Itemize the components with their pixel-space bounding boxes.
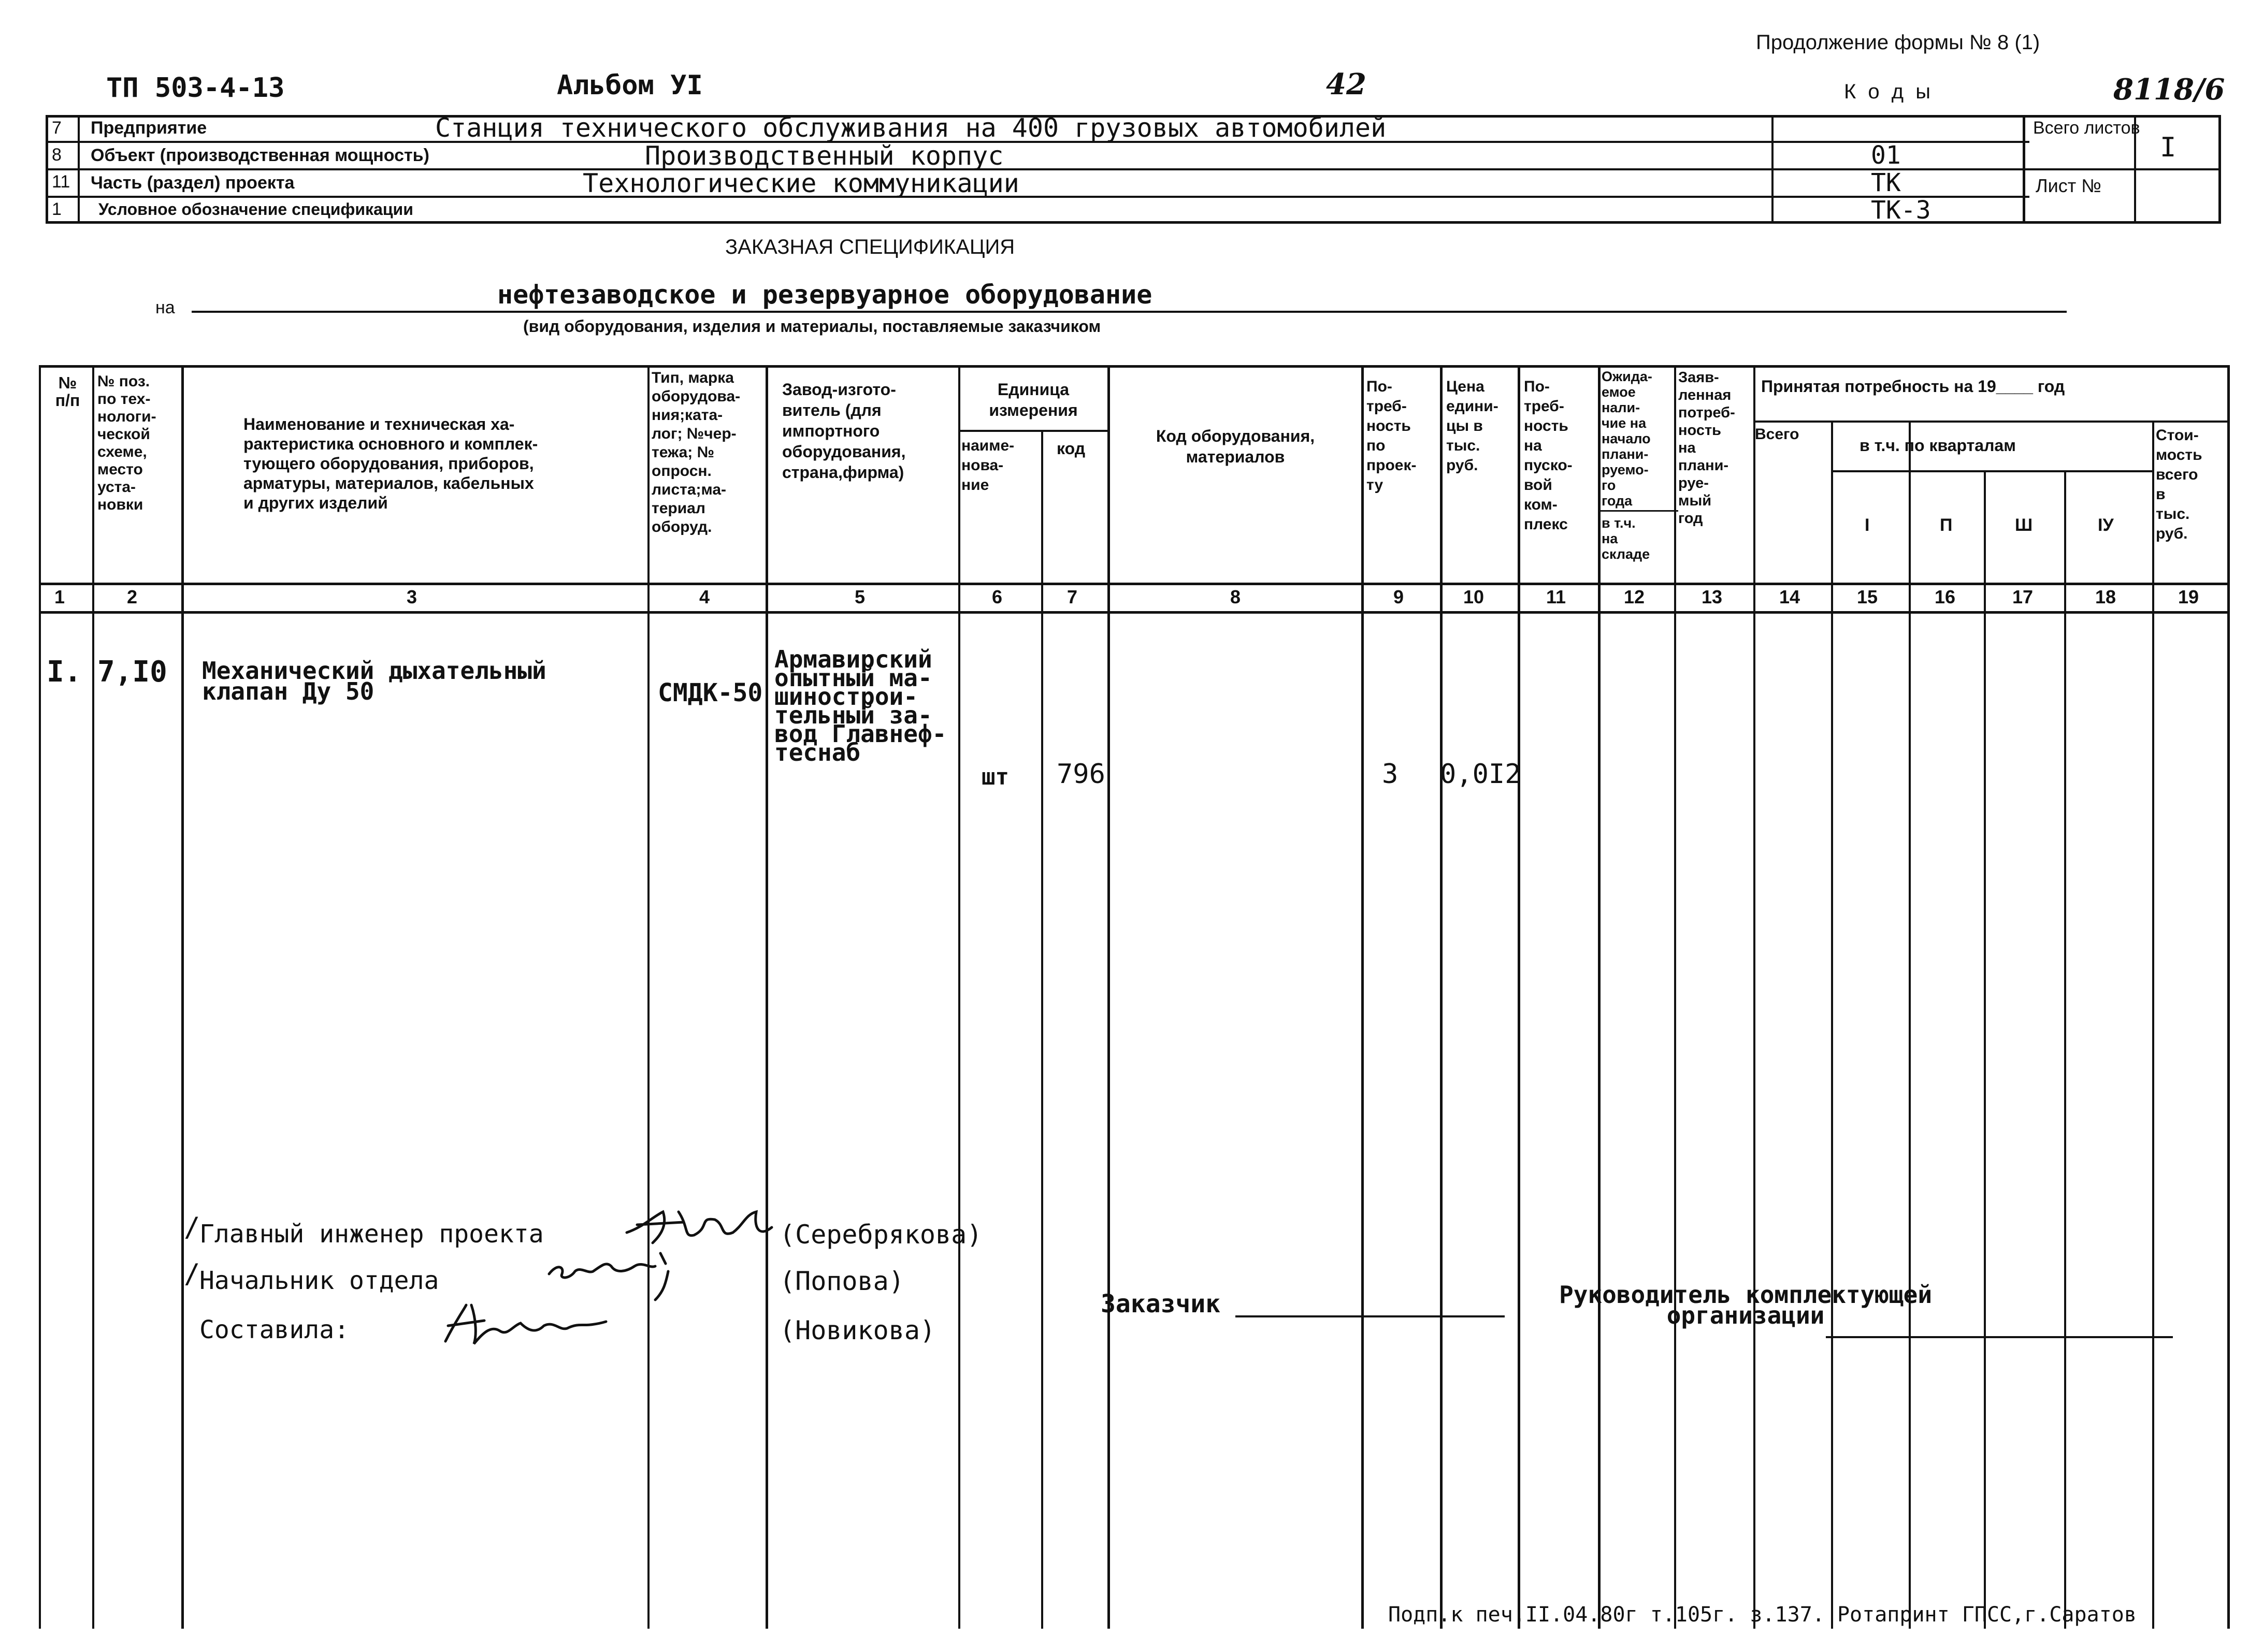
header-c18: IУ [2098, 515, 2114, 535]
col-number: 6 [992, 586, 1003, 607]
project-code: ТП 503-4-13 [106, 73, 285, 104]
stamp-row-number: 8 [52, 145, 62, 165]
row-item-name: Механический дыхательный клапан Ду 50 [202, 657, 546, 705]
row-number: I. [47, 655, 82, 689]
col-number: 9 [1393, 586, 1404, 607]
col-number: 18 [2095, 586, 2116, 607]
row-type: СМДК-50 [658, 678, 763, 707]
page-number: 42 [1326, 67, 1366, 102]
object-code: 01 [1871, 141, 1901, 170]
header-c3: Наименование и техническая ха- рактеристика основного и комплек- тующего оборудования, приборов, арматуры, материалов, кабельных и других изделий [243, 415, 538, 512]
header-c7: код [1057, 439, 1086, 458]
col-number: 3 [407, 586, 417, 607]
compiled-signature [435, 1295, 611, 1352]
compiled-label: Составила: [199, 1315, 349, 1344]
col-number: 4 [699, 586, 710, 607]
header-unit-group: Единица измерения [989, 380, 1078, 419]
row-unit-code: 796 [1057, 759, 1105, 790]
header-c19: Стои- мость всего в тыс. руб. [2156, 427, 2202, 542]
col-number: 12 [1624, 586, 1645, 607]
spec-subject: нефтезаводское и резервуарное оборудование [497, 280, 1152, 310]
stamp-row-label: Предприятие [91, 118, 207, 138]
stamp-row-label: Объект (производственная мощность) [91, 146, 429, 165]
chief-engineer-tick: / [184, 1212, 200, 1243]
header-c12a: Ожида- емое нали- чие на начало плани- руемо- го года [1602, 369, 1652, 509]
customer-label: Заказчик [1101, 1289, 1221, 1318]
chief-engineer-label: Главный инженер проекта [199, 1220, 544, 1249]
enterprise-name: Станция технического обслуживания на 400 грузовых автомобилей [435, 113, 1387, 143]
col-number: 13 [1702, 586, 1723, 607]
header-accepted: Принятая потребность на 19____ год [1761, 377, 2065, 396]
row-position: 7,I0 [97, 655, 167, 689]
spec-designation-code: ТК-3 [1871, 196, 1931, 225]
dept-head-tick: / [184, 1258, 200, 1289]
stamp-row-number: 11 [52, 172, 70, 192]
col-number: 16 [1935, 586, 1956, 607]
header-quarters-group: в т.ч. по кварталам [1860, 436, 2016, 455]
project-part-name: Технологические коммуникации [583, 168, 1019, 198]
header-c1: № п/п [55, 373, 80, 410]
col-number: 5 [855, 586, 866, 607]
header-c5: Завод-изгото- витель (для импортного оборудования, страна,фирма) [782, 380, 906, 482]
form-continuation-note: Продолжение формы № 8 (1) [1756, 31, 2040, 54]
col-number: 15 [1857, 586, 1878, 607]
header-c13: Заяв- ленная потреб- ность на плани- руе- мый год [1678, 369, 1735, 527]
stamp-row-number: 7 [52, 118, 62, 138]
stamp-row-label: Часть (раздел) проекта [91, 173, 295, 193]
customer-signature-line [1235, 1315, 1505, 1317]
header-c10: Цена едини- цы в тыс. руб. [1446, 378, 1498, 474]
col-number: 10 [1463, 586, 1484, 607]
stamp-row-label: Условное обозначение спецификации [98, 200, 413, 219]
sheet-reference: 8118/6 [2113, 73, 2225, 107]
part-code: ТК [1871, 168, 1901, 197]
dept-head-name: (Попова) [780, 1266, 904, 1296]
object-name: Производственный корпус [645, 141, 1004, 171]
supplier-label: Руководитель комплектующей организации [1559, 1281, 1933, 1329]
sheet-number-label: Лист № [2036, 175, 2101, 196]
compiled-name: (Новикова) [780, 1315, 936, 1345]
header-c2: № поз. по тех- нологи- ческой схеме, место уста- новки [97, 373, 156, 513]
stamp-row-number: 1 [52, 199, 62, 219]
header-c11: По- треб- ность на пуско- вой ком- плекс [1524, 378, 1573, 533]
col-number: 8 [1230, 586, 1241, 607]
col-number: 14 [1779, 586, 1800, 607]
col-number: 1 [54, 586, 65, 607]
row-manufacturer: Армавирский опытный ма- шинострои- тельный за- вод Главнеф- теснаб [774, 645, 947, 766]
col-number: 11 [1546, 586, 1566, 607]
total-sheets-label: Всего листов [2033, 118, 2140, 138]
header-c8: Код оборудования, материалов [1156, 427, 1315, 466]
col-number: 2 [127, 586, 138, 607]
spec-title: ЗАКАЗНАЯ СПЕЦИФИКАЦИЯ [725, 236, 1015, 258]
album-label: Альбом УI [557, 70, 703, 101]
header-c9: По- треб- ность по проек- ту [1366, 378, 1417, 494]
col-number: 7 [1067, 586, 1078, 607]
spec-subject-caption: (вид оборудования, изделия и материалы, поставляемые заказчиком [523, 317, 1101, 336]
row-unit-price: 0,0I2 [1440, 759, 1521, 790]
header-c15: I [1865, 515, 1870, 535]
header-c16: П [1940, 515, 1953, 535]
header-c4: Тип, марка оборудова- ния;ката- лог; №чер- тежа; № опросн. листа;ма- териал оборуд. [652, 369, 741, 535]
subject-underline [192, 311, 2067, 313]
dept-head-label: Начальник отдела [199, 1266, 439, 1295]
col-number: 17 [2012, 586, 2034, 607]
supplier-signature-line [1826, 1336, 2173, 1338]
spec-on-label: на [155, 298, 175, 317]
header-c14: Всего [1755, 426, 1799, 443]
row-unit-name: шт [982, 764, 1009, 790]
header-c6: наиме- нова- ние [961, 437, 1015, 494]
col-number: 19 [2178, 586, 2199, 607]
codes-title: К о д ы [1844, 80, 1934, 103]
chief-engineer-name: (Серебрякова) [780, 1220, 983, 1250]
print-note: Подп.к печ.II.04.80г т.105г. з.137. Ротапринт ГПСС,г.Саратов [1388, 1603, 2137, 1627]
header-c12b: в т.ч. на складе [1602, 515, 1650, 562]
header-c17: Ш [2015, 515, 2033, 535]
total-sheets-value: I [2160, 132, 2176, 163]
row-quantity: 3 [1382, 759, 1399, 790]
